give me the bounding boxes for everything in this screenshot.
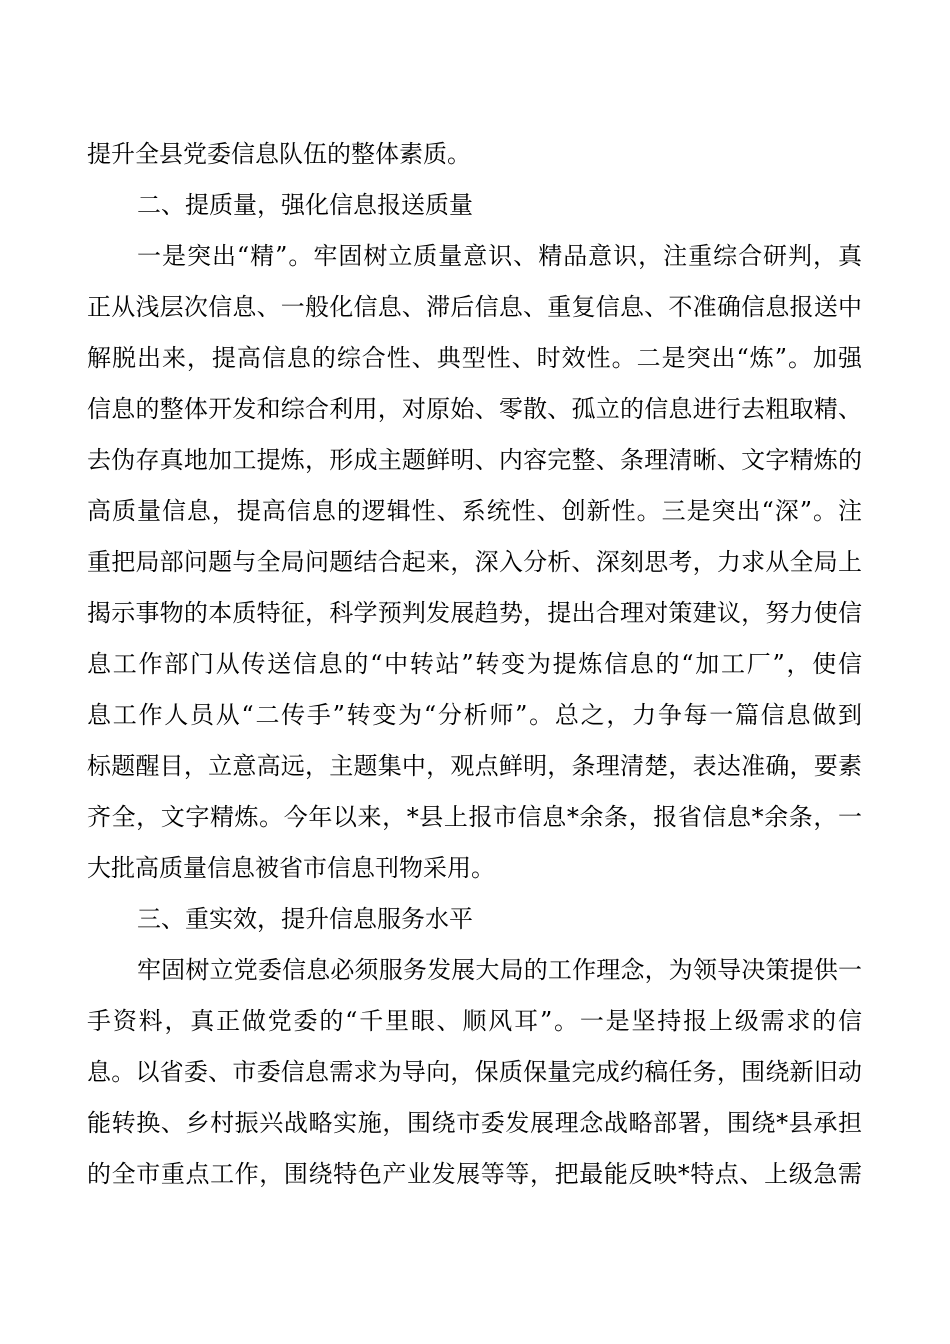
paragraph-line: 揭示事物的本质特征，科学预判发展趋势，提出合理对策建议，努力使信 bbox=[87, 599, 862, 627]
paragraph-line: 的全市重点工作，围绕特色产业发展等等，把最能反映*特点、上级急需 bbox=[87, 1160, 862, 1188]
paragraph-line: 解脱出来，提高信息的综合性、典型性、时效性。二是突出“炼”。加强 bbox=[87, 344, 862, 372]
document-body bbox=[87, 129, 862, 1200]
paragraph-line: 息工作人员从“二传手”转变为“分析师”。总之，力争每一篇信息做到 bbox=[87, 701, 862, 729]
paragraph-line: 提升全县党委信息队伍的整体素质。 bbox=[87, 140, 471, 168]
paragraph-line: 大批高质量信息被省市信息刊物采用。 bbox=[87, 854, 495, 882]
paragraph-line: 高质量信息，提高信息的逻辑性、系统性、创新性。三是突出“深”。注 bbox=[87, 497, 862, 525]
paragraph-line: 息。以省委、市委信息需求为导向，保质保量完成约稿任务，围绕新旧动 bbox=[87, 1058, 862, 1086]
paragraph-line: 能转换、乡村振兴战略实施，围绕市委发展理念战略部署，围绕*县承担 bbox=[87, 1109, 862, 1137]
paragraph-line: 手资料，真正做党委的“千里眼、顺风耳”。一是坚持报上级需求的信 bbox=[87, 1007, 862, 1035]
paragraph-line: 标题醒目，立意高远，主题集中，观点鲜明，条理清楚，表达准确，要素 bbox=[87, 752, 862, 780]
paragraph-line: 去伪存真地加工提炼，形成主题鲜明、内容完整、条理清晰、文字精炼的 bbox=[87, 446, 862, 474]
paragraph-line: 齐全，文字精炼。今年以来，*县上报市信息*余条，报省信息*余条，一 bbox=[87, 803, 862, 831]
paragraph-line: 牢固树立党委信息必须服务发展大局的工作理念，为领导决策提供一 bbox=[137, 956, 862, 984]
paragraph-line: 正从浅层次信息、一般化信息、滞后信息、重复信息、不准确信息报送中 bbox=[87, 293, 862, 321]
section-heading: 三、重实效，提升信息服务水平 bbox=[137, 905, 473, 933]
paragraph-line: 一是突出“精”。牢固树立质量意识、精品意识，注重综合研判，真 bbox=[137, 242, 862, 270]
paragraph-line: 息工作部门从传送信息的“中转站”转变为提炼信息的“加工厂”，使信 bbox=[87, 650, 862, 678]
section-heading: 二、提质量，强化信息报送质量 bbox=[137, 191, 473, 219]
paragraph-line: 重把局部问题与全局问题结合起来，深入分析、深刻思考，力求从全局上 bbox=[87, 548, 862, 576]
paragraph-line: 信息的整体开发和综合利用，对原始、零散、孤立的信息进行去粗取精、 bbox=[87, 395, 862, 423]
